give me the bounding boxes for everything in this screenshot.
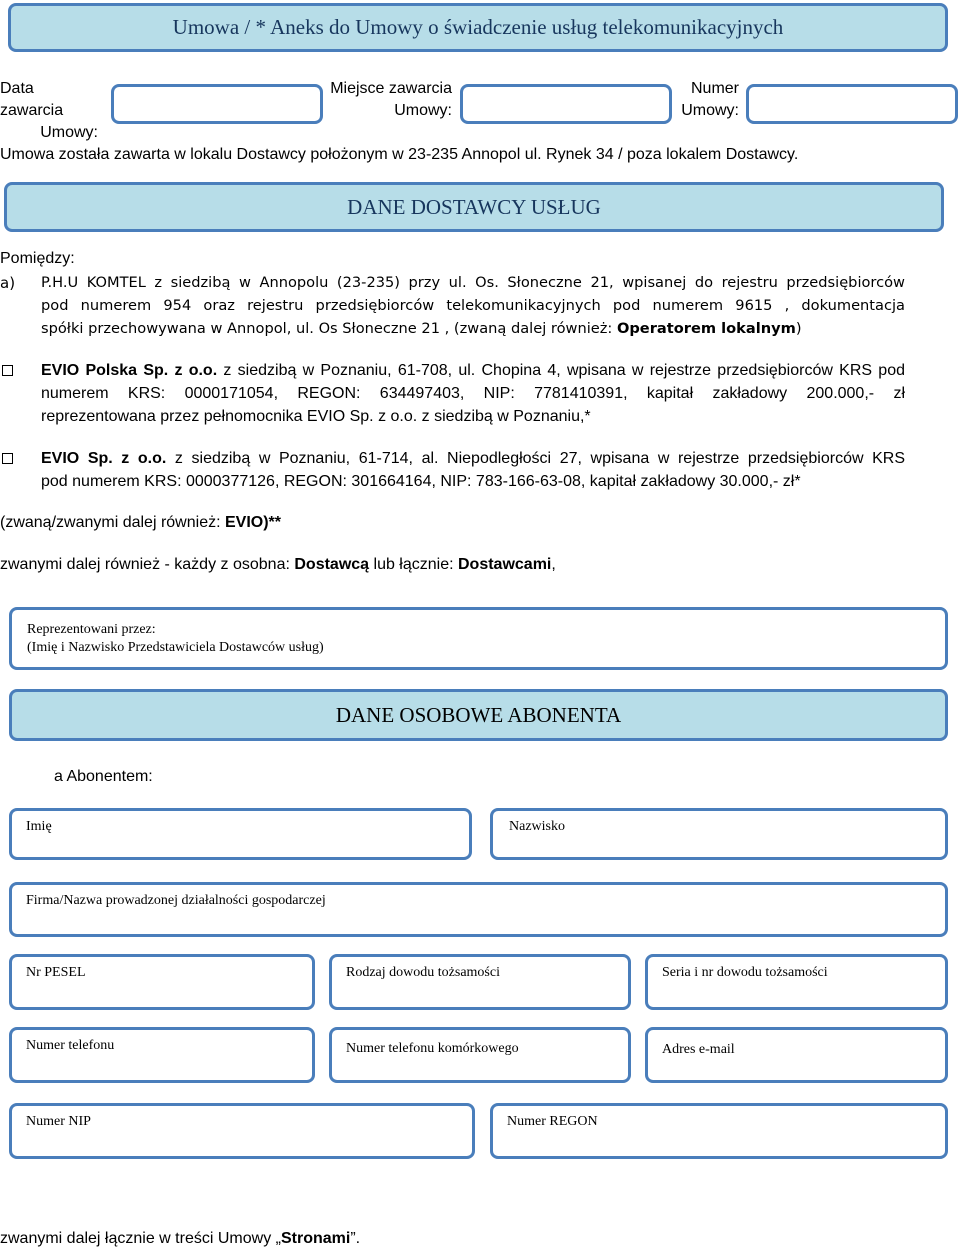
party-a-line2: pod numerem 954 oraz rejestru przedsiębiorców telekomunikacyjnych pod numerem 9615 , dokumentacja (41, 297, 905, 314)
last-name-field[interactable] (490, 808, 948, 860)
email-field[interactable] (645, 1027, 948, 1083)
id-type-field[interactable] (329, 954, 631, 1010)
supplier-collective-line: zwanymi dalej również - każdy z osobna: Dostawcą lub łącznie: Dostawcami, (0, 556, 556, 573)
company-field[interactable] (9, 882, 948, 937)
place-label: Miejsce zawarcia Umowy: (330, 80, 452, 119)
first-name-field[interactable] (9, 808, 472, 860)
subscriber-section-banner (9, 689, 948, 741)
representative-field[interactable] (9, 607, 948, 670)
evio-polska-line1: EVIO Polska Sp. z o.o. z siedzibą w Poznaniu, 61-708, ul. Chopina 4, wpisana w rejestrze przedsiębiorców KRS pod (41, 362, 905, 379)
phone-label: Numer telefonu (26, 1038, 115, 1053)
pesel-label: Nr PESEL (26, 965, 86, 980)
party-a-marker: a) (0, 274, 16, 292)
party-a-line3: spółki przechowywana w Annopol, ul. Os Słoneczne 21 , (zwaną dalej również: Operatorem lokalnym) (41, 320, 802, 337)
contract-title-banner (8, 3, 948, 52)
id-number-field[interactable] (645, 954, 948, 1010)
phone-field[interactable] (9, 1027, 315, 1083)
last-name-label: Nazwisko (509, 819, 565, 834)
nip-label: Numer NIP (26, 1114, 91, 1129)
email-label: Adres e-mail (662, 1042, 735, 1057)
id-number-label: Seria i nr dowodu tożsamości (662, 965, 828, 980)
between-label: Pomiędzy: (0, 250, 75, 267)
first-name-label: Imię (26, 819, 52, 834)
pesel-field[interactable] (9, 954, 315, 1010)
number-label: Numer Umowy: (681, 80, 739, 119)
id-type-label: Rodzaj dowodu tożsamości (346, 965, 500, 980)
regon-label: Numer REGON (507, 1114, 598, 1129)
subscriber-intro: a Abonentem: (54, 768, 153, 785)
evio-called-line: (zwaną/zwanymi dalej również: EVIO)** (0, 514, 281, 531)
parties-footer: zwanymi dalej łącznie w treści Umowy „Stronami”. (0, 1230, 361, 1247)
subscriber-section-title: DANE OSOBOWE ABONENTA (335, 702, 622, 727)
regon-field[interactable] (490, 1103, 948, 1159)
evio-line1: EVIO Sp. z o.o. z siedzibą w Poznaniu, 61-714, al. Niepodległości 27, wpisana w rejestrze przedsiębiorców KRS (41, 450, 906, 467)
contract-date-field[interactable] (111, 84, 323, 124)
evio-line2: pod numerem KRS: 0000377126, REGON: 301664164, NIP: 783-166-63-08, kapitał zakładowy 30.000,- zł* (41, 473, 801, 490)
contract-number-field[interactable] (746, 84, 958, 124)
party-a-line1: P.H.U KOMTEL z siedzibą w Annopolu (23-235) przy ul. Os. Słoneczne 21, wpisanej do rejestru przedsiębiorców (41, 274, 905, 291)
representative-label: Reprezentowani przez: (Imię i Nazwisko Przedstawiciela Dostawców usług) (27, 622, 324, 655)
contract-place-field[interactable] (460, 84, 672, 124)
operator-local-term: Operatorem lokalnym (616, 320, 796, 337)
nip-field[interactable] (9, 1103, 475, 1159)
evio-polska-line3: reprezentowana przez pełnomocnika EVIO Sp. z o.o. z siedzibą w Poznaniu,* (41, 408, 591, 425)
date-label: Data zawarcia Umowy: (0, 80, 98, 141)
evio-polska-checkbox[interactable] (2, 365, 13, 376)
evio-polska-line2: numerem KRS: 0000171054, REGON: 634497403, NIP: 7781410391, kapitał zakładowy 200.000,- zł (41, 385, 905, 402)
company-label: Firma/Nazwa prowadzonej działalności gospodarczej (26, 893, 326, 908)
location-line: Umowa została zawarta w lokalu Dostawcy położonym w 23-235 Annopol ul. Rynek 34 / poza lokalem Dostawcy. (0, 146, 799, 163)
contract-title: Umowa / * Aneks do Umowy o świadczenie usług telekomunikacyjnych (172, 15, 784, 39)
evio-checkbox[interactable] (2, 453, 13, 464)
mobile-label: Numer telefonu komórkowego (346, 1041, 519, 1056)
supplier-section-banner (4, 182, 944, 232)
mobile-field[interactable] (329, 1027, 631, 1083)
supplier-section-title: DANE DOSTAWCY USŁUG (347, 194, 601, 219)
